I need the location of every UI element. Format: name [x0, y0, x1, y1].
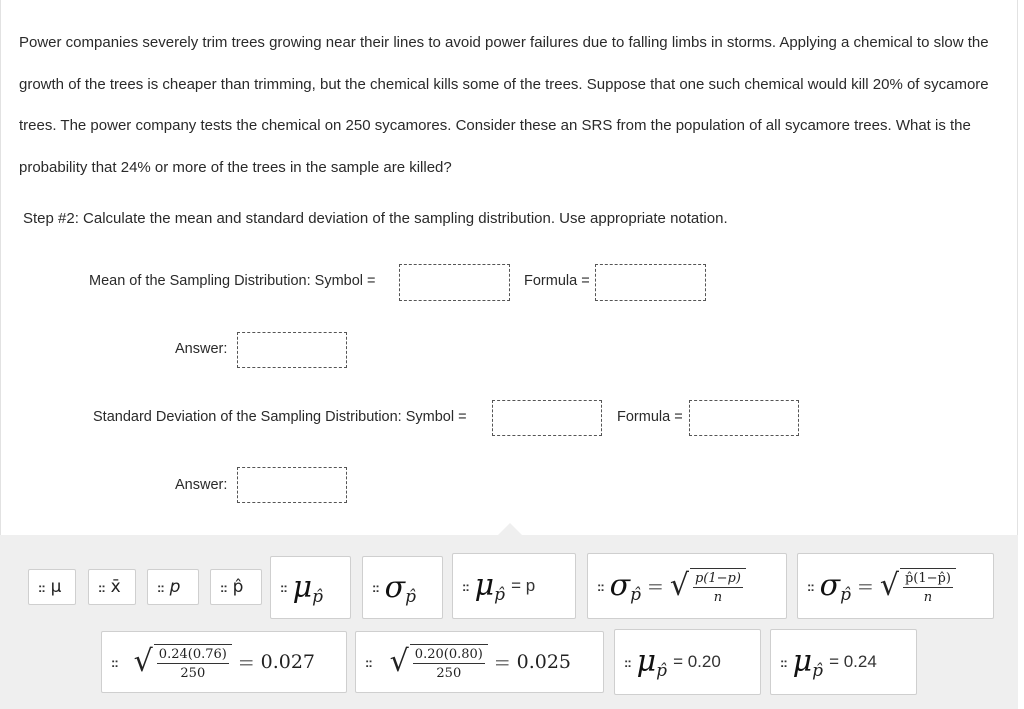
fraction: [900, 568, 956, 605]
radical-icon: √: [133, 644, 153, 679]
sd-symbol-label: Standard Deviation of the Sampling Distribution: Symbol =: [93, 409, 467, 425]
tile-xbar[interactable]: [88, 569, 136, 605]
radical-icon: √: [669, 568, 689, 603]
tile-mu-phat-equals-p[interactable]: [452, 553, 576, 619]
mean-symbol-label: Mean of the Sampling Distribution: Symbol =: [89, 273, 376, 289]
tile-phat-symbol: p̂: [232, 577, 244, 597]
drag-handle-icon: ::: [624, 654, 631, 670]
fraction: [690, 568, 746, 605]
tile-calc-024[interactable]: [101, 631, 347, 693]
equals-sign: =: [493, 650, 511, 674]
mu-symbol: μ: [292, 569, 313, 605]
fraction-numerator: p̂(1−p̂): [904, 570, 951, 586]
mu-value-text: = 0.24: [829, 652, 877, 671]
drag-handle-icon: ::: [780, 654, 787, 670]
equals-p-text: = p: [511, 576, 536, 595]
drag-handle-icon: ::: [597, 578, 604, 594]
mean-symbol-dropzone[interactable]: [399, 264, 510, 301]
drag-handle-icon: ::: [372, 580, 379, 595]
fraction: [410, 644, 488, 681]
phat-subscript: p̂: [312, 586, 324, 607]
tile-sigma-phat[interactable]: [362, 556, 443, 619]
square-root: [670, 568, 746, 605]
sigma-symbol: σ: [819, 568, 841, 603]
drag-handle-icon: ::: [365, 654, 372, 670]
tray-pointer: [498, 523, 522, 535]
tile-p[interactable]: [147, 569, 199, 605]
drag-handle-icon: ::: [220, 579, 227, 595]
phat-subscript: p̂: [494, 585, 506, 605]
drag-handle-icon: ::: [280, 580, 287, 595]
square-root: [880, 568, 956, 605]
sd-formula-label: Formula =: [617, 409, 683, 425]
problem-text: Power companies severely trim trees growing near their lines to avoid power failures due to falling limbs in storms. Applying a chemical to slow the growth of the trees is cheaper than trimming, but the chemical kills some of the trees. Suppose that one such chemical would kill 20% of sycamore trees. The power company tests the chemical on 250 sycamores. Consider these an SRS from the population of all sycamore trees. What is the probability that 24% or more of the trees in the sample are killed?: [19, 34, 989, 176]
drag-handle-icon: ::: [111, 654, 118, 670]
radical-icon: √: [389, 644, 409, 679]
sd-symbol-dropzone[interactable]: [492, 400, 602, 436]
mu-value-text: = 0.20: [673, 652, 721, 671]
tile-sigma-formula-phat[interactable]: [797, 553, 994, 619]
fraction-denominator: 250: [436, 665, 462, 681]
phat-subscript: p̂: [656, 661, 668, 681]
mu-symbol: μ: [636, 644, 657, 679]
calc-result: 0.027: [260, 651, 316, 673]
fraction: [154, 644, 232, 681]
tile-sigma-formula-p[interactable]: [587, 553, 787, 619]
drag-handle-icon: ::: [462, 578, 469, 594]
fraction-denominator: 250: [180, 665, 206, 681]
tile-mu-phat[interactable]: [270, 556, 351, 619]
mu-symbol: μ: [792, 644, 813, 679]
fraction-numerator: p(1−p): [694, 570, 741, 586]
fraction-denominator: n: [713, 589, 723, 605]
tile-mu[interactable]: [28, 569, 76, 605]
square-root: [390, 644, 488, 681]
phat-subscript: p̂: [405, 586, 417, 607]
drag-handle-icon: ::: [38, 579, 45, 595]
mean-formula-dropzone[interactable]: [595, 264, 706, 301]
step-instruction: Step #2: Calculate the mean and standard deviation of the sampling distribution. Use appropriate notation.: [23, 210, 728, 227]
tile-mu-phat-020[interactable]: [614, 629, 761, 695]
tile-mu-phat-024[interactable]: [770, 629, 917, 695]
equals-sign: =: [857, 574, 874, 598]
tile-xbar-symbol: x̄: [110, 577, 121, 597]
sd-formula-dropzone[interactable]: [689, 400, 799, 436]
sd-answer-label: Answer:: [175, 477, 228, 493]
calc-result: 0.025: [516, 651, 572, 673]
fraction-denominator: n: [923, 589, 933, 605]
equals-sign: =: [237, 650, 255, 674]
fraction-numerator: 0.24(0.76): [158, 646, 227, 662]
tile-mu-symbol: μ: [50, 577, 62, 597]
mu-symbol: μ: [474, 568, 495, 603]
mean-formula-label: Formula =: [524, 273, 590, 289]
fraction-numerator: 0.20(0.80): [414, 646, 483, 662]
sigma-symbol: σ: [384, 569, 406, 605]
sd-answer-dropzone[interactable]: [237, 467, 347, 503]
tile-phat[interactable]: [210, 569, 262, 605]
drag-handle-icon: ::: [98, 579, 105, 595]
sigma-symbol: σ: [609, 568, 631, 603]
tile-p-symbol: p: [169, 577, 181, 597]
equals-sign: =: [647, 574, 664, 598]
phat-subscript: p̂: [840, 585, 852, 605]
radical-icon: √: [879, 568, 899, 603]
drag-handle-icon: ::: [807, 578, 814, 594]
phat-subscript: p̂: [630, 585, 642, 605]
drag-handle-icon: ::: [157, 579, 164, 595]
mean-answer-label: Answer:: [175, 341, 228, 357]
tile-calc-020[interactable]: [355, 631, 604, 693]
phat-subscript: p̂: [812, 661, 824, 681]
square-root: [134, 644, 232, 681]
mean-answer-dropzone[interactable]: [237, 332, 347, 368]
